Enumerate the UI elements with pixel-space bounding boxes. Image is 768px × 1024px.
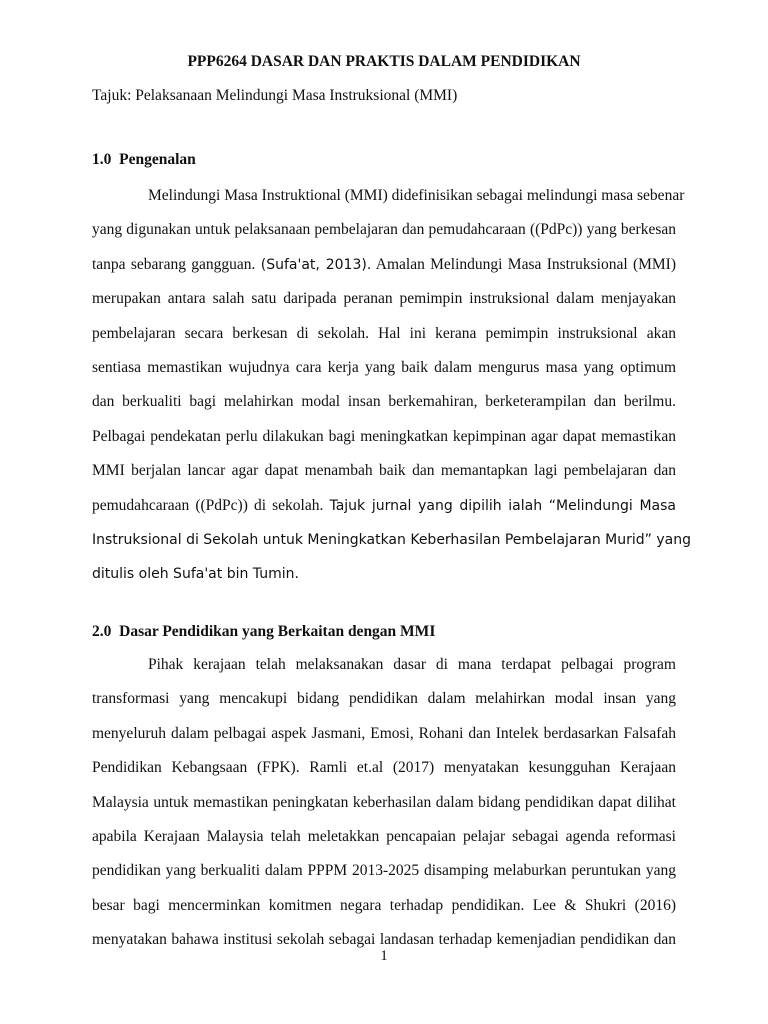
citation: (Sufa'at, 2013).: [260, 256, 372, 273]
text-run: tanpa sebarang gangguan.: [92, 255, 261, 273]
paragraph-line: dan berkualiti bagi melahirkan modal insan berkemahiran, berketerampilan dan berilmu.: [92, 393, 676, 411]
document-subject: Tajuk: Pelaksanaan Melindungi Masa Instruksional (MMI): [92, 87, 458, 104]
paragraph-line: transformasi yang mencakupi bidang pendidikan dalam melahirkan modal insan yang: [92, 690, 676, 708]
paragraph-introduction: [92, 186, 691, 599]
text-run: pemudahcaraan ((PdPc)) di sekolah.: [92, 496, 330, 514]
paragraph-line: [92, 496, 676, 530]
text-run: Amalan Melindungi Masa Instruksional (MMI): [371, 255, 676, 273]
paragraph-education-policy: [92, 655, 676, 965]
paragraph-line: merupakan antara salah satu daripada peranan pemimpin instruksional dalam menjayakan: [92, 290, 676, 308]
paragraph-line: Pelbagai pendekatan perlu dilakukan bagi meningkatkan kepimpinan agar dapat memastikan: [92, 427, 676, 445]
paragraph-line: Instruksional di Sekolah untuk Meningkatkan Keberhasilan Pembelajaran Murid” yang: [92, 531, 691, 548]
paragraph-line: sentiasa memastikan wujudnya cara kerja yang baik dalam mengurus masa yang optimum: [92, 358, 676, 376]
paragraph-line: menyatakan bahawa institusi sekolah sebagai landasan terhadap kemenjadian pendidikan dan: [92, 931, 676, 949]
paragraph-line: pembelajaran secara berkesan di sekolah. Hal ini kerana pemimpin instruksional akan: [92, 324, 676, 342]
paragraph-line: apabila Kerajaan Malaysia telah meletakkan pencapaian pelajar sebagai agenda reformasi: [92, 827, 676, 845]
paragraph-line: yang digunakan untuk pelaksanaan pembelajaran dan pemudahcaraan ((PdPc)) yang berkesan: [92, 221, 676, 239]
paragraph-line: besar bagi mencerminkan komitmen negara terhadap pendidikan. Lee & Shukri (2016): [92, 896, 676, 914]
page-number: 1: [380, 948, 388, 964]
paragraph-line: Pihak kerajaan telah melaksanakan dasar di mana terdapat pelbagai program: [148, 656, 676, 673]
paragraph-line: Pendidikan Kebangsaan (FPK). Ramli et.al (2017) menyatakan kesungguhan Kerajaan: [92, 759, 676, 777]
section-heading-education-policy: 2.0 Dasar Pendidikan yang Berkaitan dengan MMI: [92, 623, 436, 640]
paragraph-line: Malaysia untuk memastikan peningkatan keberhasilan dalam bidang pendidikan dapat dilihat: [92, 793, 676, 811]
paragraph-line: pendidikan yang berkualiti dalam PPPM 2013-2025 disamping melaburkan peruntukan yang: [92, 862, 676, 880]
paragraph-line: menyeluruh dalam pelbagai aspek Jasmani, Emosi, Rohani dan Intelek berdasarkan Falsafah: [92, 724, 676, 742]
paragraph-line: ditulis oleh Sufa'at bin Tumin.: [92, 566, 299, 583]
journal-title-text: Tajuk jurnal yang dipilih ialah “Melindungi Masa: [329, 497, 676, 514]
section-heading-introduction: 1.0 Pengenalan: [92, 151, 196, 168]
paragraph-line: [92, 255, 676, 289]
paragraph-line: Melindungi Masa Instruktional (MMI) didefinisikan sebagai melindungi masa sebenar: [148, 187, 685, 204]
document-title: PPP6264 DASAR DAN PRAKTIS DALAM PENDIDIKAN: [187, 53, 581, 70]
paragraph-line: MMI berjalan lancar agar dapat menambah baik dan memantapkan lagi pembelajaran dan: [92, 462, 676, 480]
